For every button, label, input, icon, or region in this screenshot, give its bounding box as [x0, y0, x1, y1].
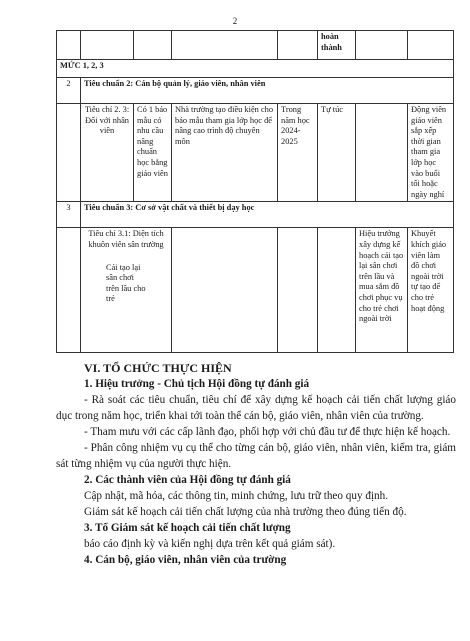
paragraph-4: Cập nhật, mã hóa, các thông tin, minh chứng, lưu trữ theo quy định.	[84, 490, 389, 502]
time-cell: Trong năm học 2024-2025	[278, 104, 318, 202]
table-row-standard-3	[57, 202, 454, 228]
measure-cell: Nhà trường tạo điều kiện cho báo mẫu tham gia lớp học để nâng cao trình độ chuyên môn	[172, 104, 278, 202]
weakness-cell: Có 1 báo mẫu có nhu cầu nâng chuẩn học bằng giáo viên	[134, 104, 172, 202]
section-title: VI. TỔ CHỨC THỰC HIỆN	[84, 361, 232, 375]
criterion-cell	[81, 228, 172, 353]
heading-3: 3. Tổ Giám sát kế hoạch cải tiến chất lượng	[84, 522, 291, 534]
table-row-standard-2	[57, 78, 454, 104]
resource-cell: Hiệu trưởng xây dựng kế hoạch cải tạo lại sân chơi trên lầu và mua sắm đồ chơi phục vụ cho trẻ chơi ngoài trời	[356, 228, 408, 353]
measure-cell	[172, 228, 278, 353]
note-cell: Động viên giáo viên sắp xếp thời gian tham gia lớp học vào buổi tối hoặc ngày nghỉ	[408, 104, 454, 202]
resource-cell: Tự túc	[318, 104, 356, 202]
level-label: MỨC 1, 2, 3	[57, 60, 454, 78]
table-row	[57, 31, 454, 60]
heading-4: 4. Cán bộ, giáo viên, nhân viên của trường	[84, 554, 287, 566]
paragraph-1: - Rà soát các tiêu chuẩn, tiêu chí để xây dựng kế hoạch cải tiến chất lượng giáo dục trong năm học, triển khai tới toàn thể cán bộ, giáo viên, nhân viên của trường.	[56, 394, 456, 422]
top-cell: hoàn thành	[318, 31, 356, 60]
time-cell	[278, 228, 318, 353]
weakness-text: Cải tạo lại sân chơi trên lầu cho trẻ	[106, 262, 146, 304]
criterion-cell: Tiêu chí 2. 3: Đối với nhân viên	[81, 104, 134, 202]
paragraph-6: báo cáo định kỳ và kiến nghị dựa trên kết quả giám sát).	[84, 538, 336, 550]
paragraph-3: - Phân công nhiệm vụ cụ thể cho từng cán bộ, giáo viên, nhân viên, kiểm tra, giám sát từng nhiệm vụ của người thực hiện.	[56, 442, 456, 470]
table-row-level	[57, 60, 454, 78]
empty-cell	[356, 104, 408, 202]
criterion-text: Tiêu chí 3.1: Diện tích khuôn viên sân trường	[88, 229, 164, 249]
standard-title: Tiêu chuẩn 2: Cán bộ quản lý, giáo viên, nhân viên	[81, 78, 454, 104]
heading-2: 2. Các thành viên của Hội đồng tự đánh giá	[84, 474, 291, 486]
paragraph-2: - Tham mưu với các cấp lãnh đạo, phối hợp với chủ đầu tư để thực hiện kế hoạch.	[84, 426, 451, 438]
row-index: 2	[57, 78, 81, 104]
note-cell: Khuyết khích giáo viên làm đồ chơi ngoài trời tự tạo để cho trẻ hoạt động	[408, 228, 454, 353]
table-row	[57, 228, 454, 353]
page-number: 2	[232, 16, 238, 26]
paragraph-5: Giám sát kế hoạch cải tiến chất lượng của nhà trường theo đúng tiến độ.	[84, 506, 407, 518]
section-organization	[56, 360, 456, 568]
heading-1: 1. Hiệu trưởng - Chủ tịch Hội đồng tự đánh giá	[84, 378, 310, 390]
table-row	[57, 104, 454, 202]
standard-title: Tiêu chuẩn 3: Cơ sở vật chất và thiết bị dạy học	[81, 202, 454, 228]
improvement-plan-table	[56, 30, 454, 353]
row-index: 3	[57, 202, 81, 228]
